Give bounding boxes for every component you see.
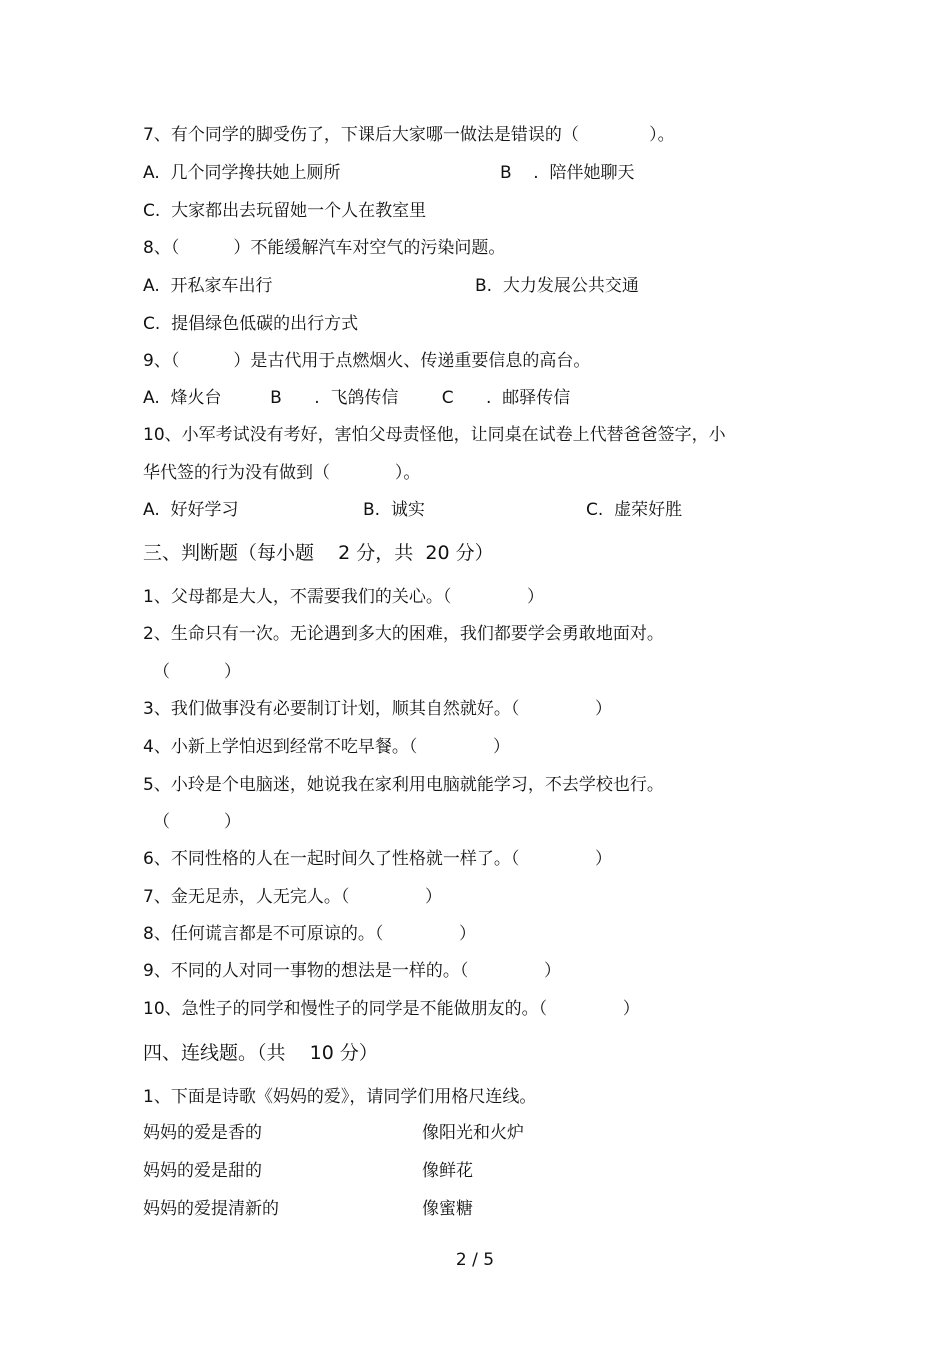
judge-item: 4、小新上学怕迟到经常不吃早餐。（ ） <box>143 737 510 757</box>
q8-stem: 8、（ ）不能缓解汽车对空气的污染问题。 <box>143 238 506 258</box>
judge-item-paren: （ ） <box>153 812 242 832</box>
judge-item: 9、不同的人对同一事物的想法是一样的。（ ） <box>143 961 561 981</box>
q10-option-a: A. 好好学习 <box>143 500 239 520</box>
judge-item: 1、父母都是大人，不需要我们的关心。（ ） <box>143 587 544 607</box>
q10-stem-line2: 华代签的行为没有做到（ ）。 <box>143 463 421 483</box>
q7-option-a: A. 几个同学搀扶她上厕所 <box>143 163 341 183</box>
judge-item: 7、金无足赤，人无完人。（ ） <box>143 887 442 907</box>
judge-item: 2、生命只有一次。无论遇到多大的困难，我们都要学会勇敢地面对。 <box>143 624 664 644</box>
section4-title: 四、连线题。（共 10 分） <box>143 1042 378 1064</box>
q10-stem-line1: 10、小军考试没有考好，害怕父母责怪他，让同桌在试卷上代替爸爸签字，小 <box>143 425 726 445</box>
match-left-item: 妈妈的爱是香的 <box>143 1123 262 1143</box>
page-number: 2 / 5 <box>455 1250 495 1270</box>
match-intro: 1、下面是诗歌《妈妈的爱》，请同学们用格尺连线。 <box>143 1087 537 1107</box>
judge-item: 5、小玲是个电脑迷，她说我在家利用电脑就能学习，不去学校也行。 <box>143 775 664 795</box>
q7-option-b: B . 陪伴她聊天 <box>500 163 635 183</box>
q8-option-a: A. 开私家车出行 <box>143 276 273 296</box>
q9-stem: 9、（ ）是古代用于点燃烟火、传递重要信息的高台。 <box>143 351 591 371</box>
match-left-item: 妈妈的爱提清新的 <box>143 1199 279 1219</box>
judge-item: 6、不同性格的人在一起时间久了性格就一样了。（ ） <box>143 849 612 869</box>
judge-item: 8、任何谎言都是不可原谅的。（ ） <box>143 924 476 944</box>
q8-option-c: C. 提倡绿色低碳的出行方式 <box>143 314 359 334</box>
match-right-item: 像蜜糖 <box>422 1199 473 1219</box>
q7-stem: 7、有个同学的脚受伤了，下课后大家哪一做法是错误的（ ）。 <box>143 125 675 145</box>
judge-item: 10、急性子的同学和慢性子的同学是不能做朋友的。（ ） <box>143 999 640 1019</box>
judge-item-paren: （ ） <box>153 662 242 682</box>
q10-option-c: C. 虚荣好胜 <box>586 500 683 520</box>
q8-option-b: B. 大力发展公共交通 <box>475 276 639 296</box>
match-right-item: 像阳光和火炉 <box>422 1123 524 1143</box>
section3-title: 三、判断题（每小题 2 分，共 20 分） <box>143 542 494 564</box>
q9-options: A. 烽火台 B . 飞鸽传信 C . 邮驿传信 <box>143 388 571 408</box>
match-right-item: 像鲜花 <box>422 1161 473 1181</box>
q7-option-c: C. 大家都出去玩留她一个人在教室里 <box>143 201 427 221</box>
q10-option-b: B. 诚实 <box>363 500 425 520</box>
match-left-item: 妈妈的爱是甜的 <box>143 1161 262 1181</box>
judge-item: 3、我们做事没有必要制订计划，顺其自然就好。（ ） <box>143 699 612 719</box>
